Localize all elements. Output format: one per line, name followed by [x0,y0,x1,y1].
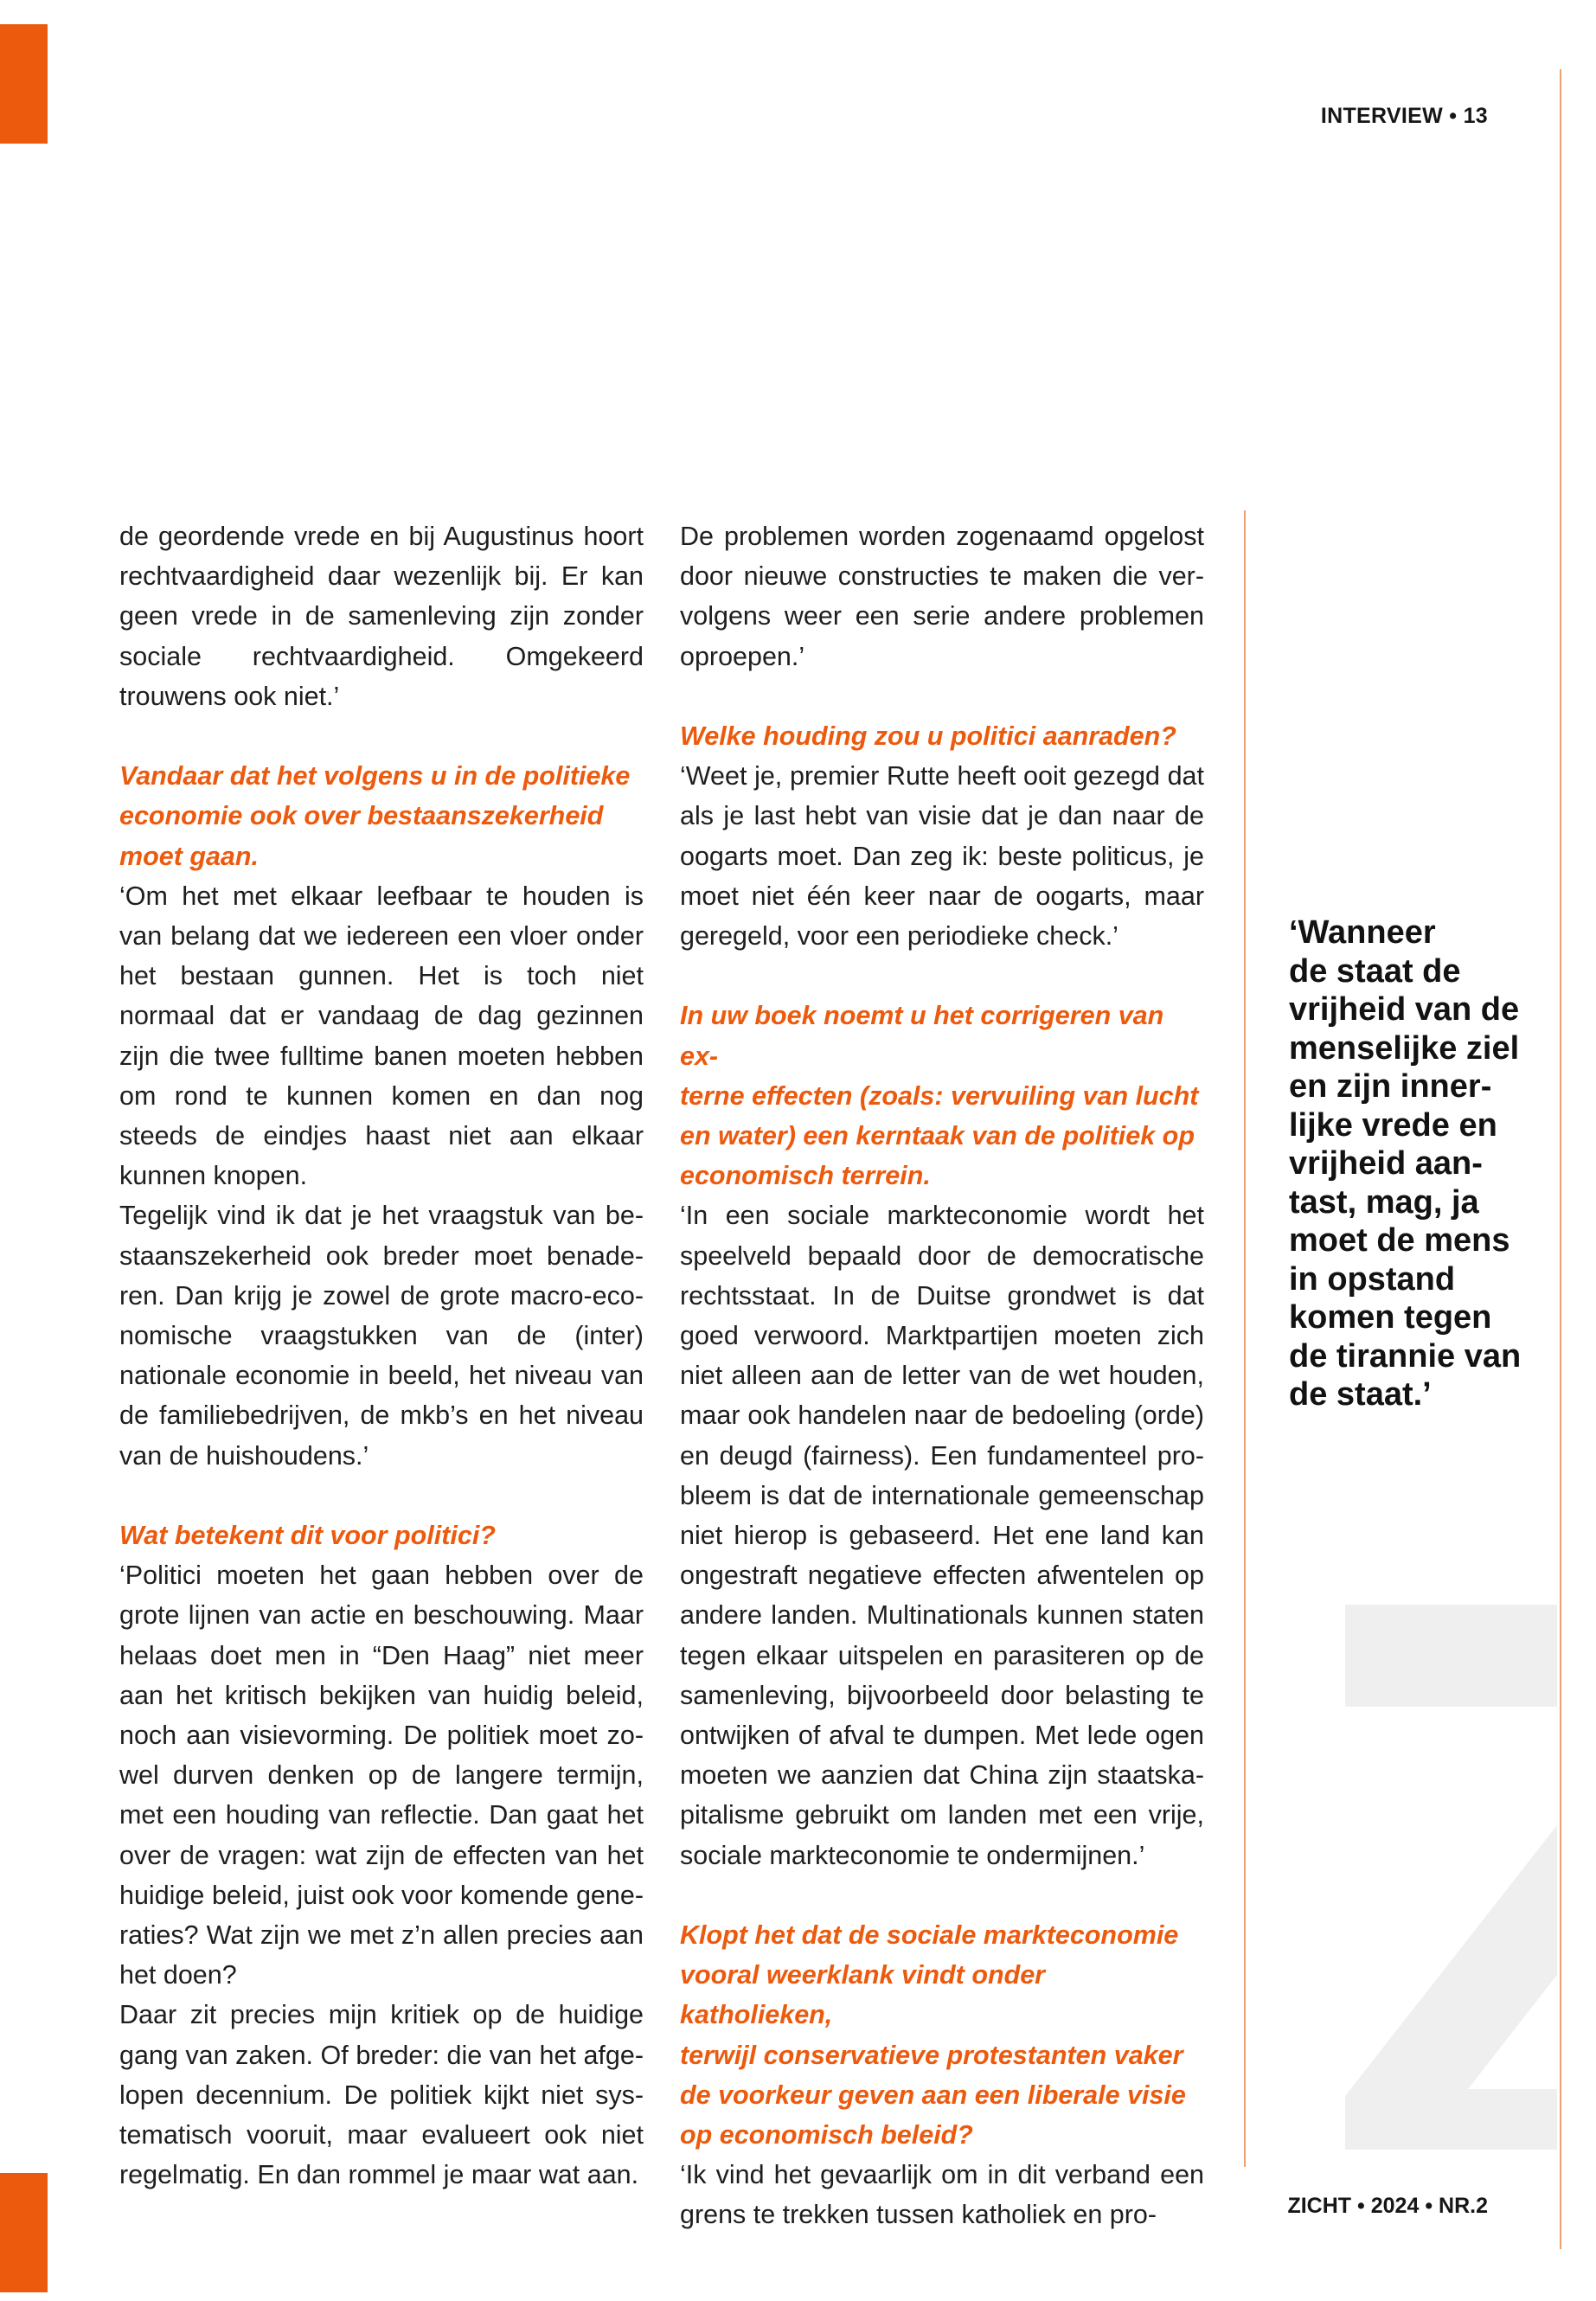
issue-year: 2024 [1370,2194,1420,2218]
magazine-name: ZICHT [1287,2194,1352,2218]
column-divider-rule [1244,510,1246,2167]
interview-question: Klopt het dat de sociale markteconomie vooral weerklank vindt onder katholieken, terwijl conservatieve protestanten vaker de voorkeur geven aan een liberale visie op economisch beleid? [680,1920,1186,2150]
footer [1246,2194,1488,2219]
body-paragraph: ‘Weet je, premier Rutte heeft ooit gezegd dat als je last hebt van visie dat je dan naar de oogarts moet. Dan zeg ik: beste politicus, je moet niet één keer naar de oogarts, maar geregeld, voor een periodieke check.’ [680,761,1204,952]
decorative-z-graphic [1345,1605,1557,2150]
interview-question: In uw boek noemt u het corrigeren van ex- terne effecten (zoals: vervuiling van lucht en water) een kerntaak van de politiek op economisch terrein. [680,1001,1199,1191]
middle-column [680,516,1204,2235]
pull-quote: ‘Wanneer de staat de vrijheid van de menselijke ziel en zijn inner- lijke vrede en vrijheid aan- tast, mag, ja moet de mens in opstand komen tegen de tirannie van de staat.’ [1289,914,1522,1413]
body-paragraph: ‘Om het met elkaar leefbaar te houden is van belang dat we iedereen een vloer onder het bestaan gunnen. Het is toch niet normaal dat er vandaag de dag gezinnen zijn die twee fulltime banen moeten hebben om rond te kunnen komen en dan nog steeds de eindjes haast niet aan elkaar kunnen knopen. [119,881,644,1191]
footer-separator: • [1425,2194,1433,2218]
body-paragraph: ‘Politici moeten het gaan hebben over de grote lijnen van actie en beschouwing. Maar helaas doet men in “Den Haag” niet meer aan het kritisch bekijken van huidig beleid, noch aan visievorming. De politiek moet zowel durven denken op de langere termijn, met een houding van reflectie. Dan gaat het over de vragen: wat zijn de effecten van het huidige beleid, juist ook voor komende generaties? Wat zijn we met z’n allen precies aan het doen? [119,1561,644,1990]
issue-number: NR.2 [1439,2194,1488,2218]
page-number: 13 [1463,104,1488,128]
body-paragraph: de geordende vrede en bij Augustinus hoort rechtvaardigheid daar wezenlijk bij. Er kan geen vrede in de samenleving zijn zonder sociale rechtvaardigheid. Omgekeerd trouwens ook niet.’ [119,522,644,711]
interview-question: Welke houding zou u politici aanraden? [680,721,1176,751]
body-paragraph: ‘Ik vind het gevaarlijk om in dit verband een grens te trekken tussen katholiek en pro- [680,2160,1204,2230]
left-column [119,516,644,2195]
body-paragraph: De problemen worden zogenaamd opgelost door nieuwe constructies te maken die vervolgens weer een serie andere problemen oproepen.’ [680,522,1204,671]
interview-question: Vandaar dat het volgens u in de politieke economie ook over bestaanszekerheid moet gaan. [119,761,631,871]
page-edge-rule [1560,69,1561,2249]
header-separator: • [1449,104,1458,128]
accent-bar-top [0,24,48,144]
body-paragraph: Tegelijk vind ik dat je het vraagstuk van bestaanszekerheid ook breder moet benaderen. Dan krijg je zowel de grote macro-economische vraagstukken van de (inter) nationale economie in beeld, het niveau van de familiebedrijven, de mkb’s en het niveau van de huishoudens.’ [119,1201,644,1471]
body-paragraph: ‘In een sociale markteconomie wordt het speelveld bepaald door de democratische rechtsstaat. In de Duitse grondwet is dat goed verwoord. Marktpartijen moeten zich niet alleen aan de letter van de wet houden, maar ook handelen naar de bedoeling (orde) en deugd (fairness). Een fundamenteel probleem is dat de internationale gemeenschap niet hierop is gebaseerd. Het ene land kan ongestraft negatieve effecten afwentelen op andere landen. Multinationals kunnen staten tegen elkaar uitspelen en parasiteren op de samenleving, bijvoorbeeld door belasting te ontwijken of afval te dumpen. Met lede ogen moeten we aanzien dat China zijn staatskapitalisme gebruikt om landen met een vrije, sociale markteconomie te ondermijnen.’ [680,1201,1204,1870]
interview-question: Wat betekent dit voor politici? [119,1521,496,1551]
section-label: INTERVIEW [1320,104,1444,128]
running-head [1315,104,1488,129]
accent-bar-bottom [0,2173,48,2292]
footer-separator: • [1357,2194,1365,2218]
body-paragraph: Daar zit precies mijn kritiek op de huidige gang van zaken. Of breder: die van het afgelopen decennium. De politiek kijkt niet systematisch vooruit, maar evalueert ook niet regelmatig. En dan rommel je maar wat aan. [119,2000,644,2190]
